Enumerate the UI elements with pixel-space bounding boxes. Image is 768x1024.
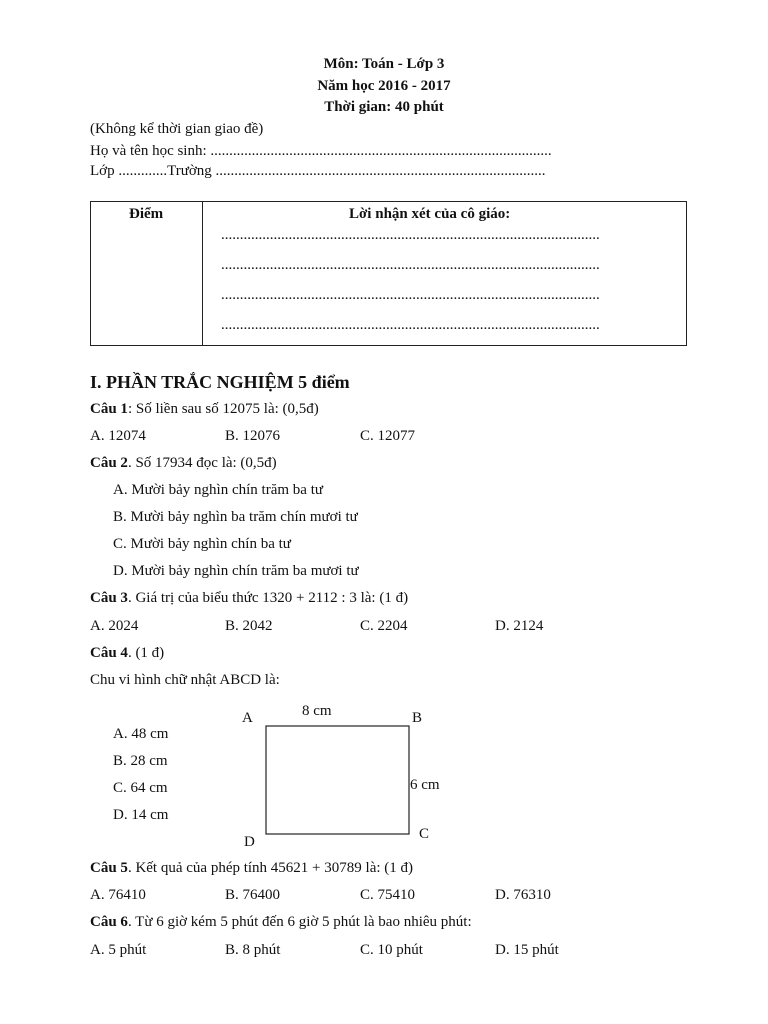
question-label: Câu 1 [90,401,128,417]
height-label: 6 cm [410,777,440,793]
question-text: . (1 đ) [127,645,165,661]
question-label: Câu 3 [90,590,128,606]
option-c: C. Mười bảy nghìn chín ba tư [113,536,291,552]
option-d: D. 76310 [495,887,551,903]
option-c: C. 64 cm [113,780,168,796]
class-school-line: Lớp .............Trường ........................................................................................ [90,163,546,179]
option-b: B. Mười bảy nghìn ba trăm chín mươi tư [113,509,358,525]
option-b: B. 12076 [225,428,281,444]
option-c: C. 12077 [360,428,416,444]
option-d: D. 2124 [495,618,544,634]
vertex-label-b: B [412,710,423,726]
time-note: (Không kể thời gian giao đề) [90,121,264,137]
question-label: Câu 5 [90,860,128,876]
question-4 [90,645,164,662]
exam-subject-title: Môn: Toán - Lớp 3 [323,56,445,72]
comment-line: ..................................................................................................... [221,317,600,333]
vertex-label-c: C [419,826,430,842]
score-comment-table [90,201,687,346]
question-6 [90,914,472,931]
question-prompt: Chu vi hình chữ nhật ABCD là: [90,672,280,688]
option-c: C. 75410 [360,887,416,903]
question-1 [90,401,319,418]
table-divider [202,202,203,345]
option-d: D. Mười bảy nghìn chín trăm ba mươi tư [113,563,359,579]
option-a: A. Mười bảy nghìn chín trăm ba tư [113,482,323,498]
comment-line: ..................................................................................................... [221,257,600,273]
option-c: C. 2204 [360,618,408,634]
option-b: B. 2042 [225,618,273,634]
option-a: A. 76410 [90,887,146,903]
question-text: : Số liền sau số 12075 là: (0,5đ) [127,401,319,417]
rectangle-abcd-figure [240,703,460,853]
question-label: Câu 6 [90,914,128,930]
comment-line: ..................................................................................................... [221,227,600,243]
comment-header: Lời nhận xét của cô giáo: [349,206,511,222]
option-d: D. 15 phút [495,942,559,958]
question-text: . Kết quả của phép tính 45621 + 30789 là: (1 đ) [127,860,414,876]
width-label: 8 cm [302,703,332,719]
question-text: . Giá trị của biểu thức 1320 + 2112 : 3 là: (1 đ) [127,590,409,606]
question-text: . Số 17934 đọc là: (0,5đ) [127,455,277,471]
question-text: . Từ 6 giờ kém 5 phút đến 6 giờ 5 phút là bao nhiêu phút: [127,914,472,930]
question-5 [90,860,413,877]
option-b: B. 28 cm [113,753,168,769]
student-name-line: Họ và tên học sinh: ........................................................................................... [90,143,552,159]
question-label: Câu 2 [90,455,128,471]
comment-line: ..................................................................................................... [221,287,600,303]
exam-year: Năm học 2016 - 2017 [317,78,451,94]
question-label: Câu 4 [90,645,128,661]
vertex-label-d: D [244,834,255,850]
vertex-label-a: A [242,710,253,726]
question-2 [90,455,277,472]
option-a: A. 5 phút [90,942,147,958]
exam-time: Thời gian: 40 phút [324,99,444,115]
option-c: C. 10 phút [360,942,423,958]
score-header: Điểm [129,206,164,222]
section-title: I. PHẦN TRẮC NGHIỆM 5 điểm [90,372,350,392]
question-3 [90,590,408,607]
option-a: A. 2024 [90,618,139,634]
option-d: D. 14 cm [113,807,169,823]
option-b: B. 8 phút [225,942,281,958]
option-b: B. 76400 [225,887,281,903]
option-a: A. 48 cm [113,726,169,742]
option-a: A. 12074 [90,428,146,444]
